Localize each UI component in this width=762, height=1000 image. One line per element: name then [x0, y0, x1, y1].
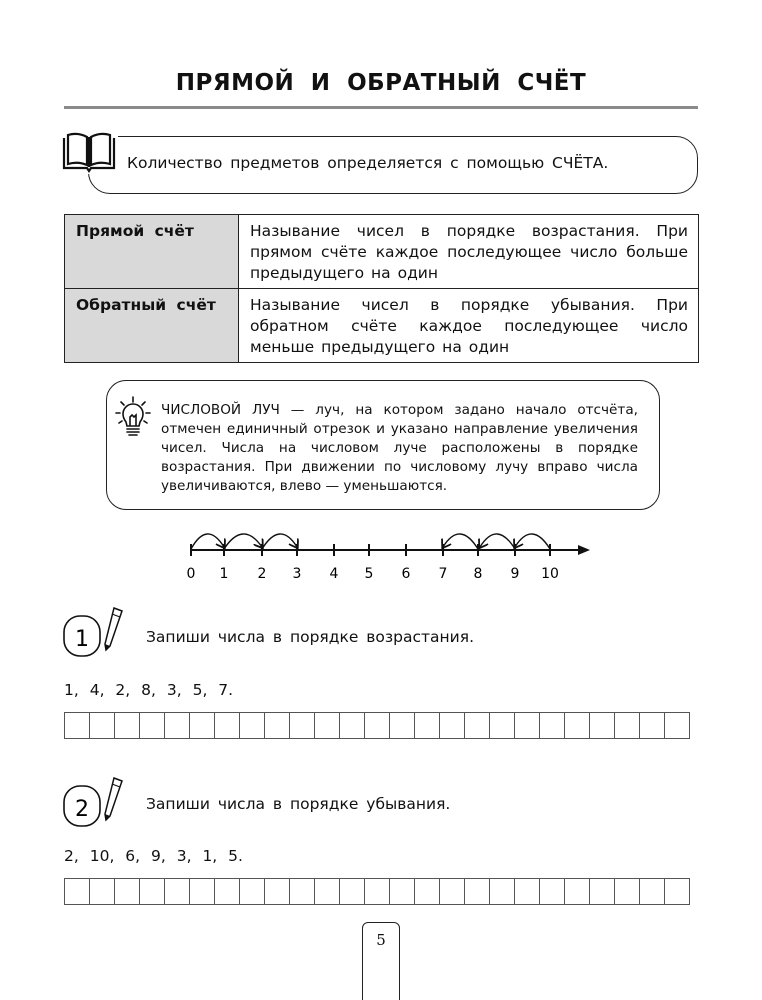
task-numbers: 2, 10, 6, 9, 3, 1, 5. — [64, 847, 243, 865]
number-line-label: 8 — [473, 566, 483, 582]
answer-cell[interactable] — [339, 712, 365, 739]
answer-cell[interactable] — [539, 712, 565, 739]
answer-cell[interactable] — [414, 878, 440, 905]
answer-cell[interactable] — [239, 878, 265, 905]
number-line-label: 9 — [510, 566, 520, 582]
info-text: ЧИСЛОВОЙ ЛУЧ — луч, на котором задано начало отсчёта, отмечен единичный отрезок и указано направление увеличения чисел. Числа на числовом луче расположены в порядке возрастания. При движении по числовому лучу вправо числа увеличиваются, влево — уменьшаются. — [161, 402, 638, 494]
number-line-label: 1 — [219, 566, 229, 582]
intro-text: Количество предметов определяется с помощью СЧЁТА. — [127, 154, 609, 172]
answer-cell[interactable] — [464, 878, 490, 905]
answer-cell[interactable] — [214, 878, 240, 905]
definition-term: Прямой счёт — [65, 215, 239, 289]
answer-cell[interactable] — [514, 878, 540, 905]
number-line-label: 10 — [541, 566, 559, 582]
answer-cell[interactable] — [164, 878, 190, 905]
answer-cell[interactable] — [214, 712, 240, 739]
answer-cell[interactable] — [639, 878, 665, 905]
answer-cell[interactable] — [614, 712, 640, 739]
answer-cell[interactable] — [264, 878, 290, 905]
answer-cell[interactable] — [439, 878, 465, 905]
answer-cell[interactable] — [664, 878, 690, 905]
answer-cell[interactable] — [289, 878, 315, 905]
number-line — [180, 520, 600, 585]
number-line-label: 2 — [257, 566, 267, 582]
answer-cell[interactable] — [189, 878, 215, 905]
task-number-badge — [62, 776, 128, 828]
answer-cell[interactable] — [264, 712, 290, 739]
definitions-table — [64, 214, 699, 363]
answer-grid[interactable] — [64, 712, 689, 739]
number-line-label: 4 — [329, 566, 339, 582]
answer-cell[interactable] — [339, 878, 365, 905]
pencil-icon — [105, 608, 122, 650]
answer-cell[interactable] — [64, 712, 90, 739]
answer-cell[interactable] — [614, 878, 640, 905]
task-number: 2 — [75, 797, 89, 822]
task-instruction: Запиши числа в порядке возрастания. — [146, 628, 475, 646]
answer-cell[interactable] — [114, 878, 140, 905]
number-line-label: 0 — [186, 566, 196, 582]
number-line-label: 3 — [292, 566, 302, 582]
page-number: 5 — [376, 931, 386, 949]
definition-row — [65, 289, 699, 363]
answer-cell[interactable] — [414, 712, 440, 739]
answer-cell[interactable] — [239, 712, 265, 739]
answer-cell[interactable] — [364, 878, 390, 905]
answer-cell[interactable] — [114, 712, 140, 739]
task-numbers: 1, 4, 2, 8, 3, 5, 7. — [64, 681, 234, 699]
page-title: ПРЯМОЙ И ОБРАТНЫЙ СЧЁТ — [175, 70, 587, 96]
answer-cell[interactable] — [139, 712, 165, 739]
answer-grid[interactable] — [64, 878, 689, 905]
task-instruction: Запиши числа в порядке убывания. — [146, 795, 451, 813]
answer-cell[interactable] — [64, 878, 90, 905]
answer-cell[interactable] — [564, 712, 590, 739]
answer-cell[interactable] — [364, 712, 390, 739]
answer-cell[interactable] — [89, 712, 115, 739]
answer-cell[interactable] — [314, 878, 340, 905]
answer-cell[interactable] — [289, 712, 315, 739]
definition-row — [65, 215, 699, 289]
answer-cell[interactable] — [164, 712, 190, 739]
answer-cell[interactable] — [489, 712, 515, 739]
definition-text: Называние чисел в порядке возрастания. При прямом счёте каждое последующее число больше предыдущего на один — [239, 215, 699, 289]
task-number: 1 — [75, 627, 89, 652]
answer-cell[interactable] — [464, 712, 490, 739]
definition-text: Называние чисел в порядке убывания. При обратном счёте каждое последующее число меньше предыдущего на один — [239, 289, 699, 363]
answer-cell[interactable] — [389, 878, 415, 905]
number-line-label: 7 — [438, 566, 448, 582]
number-line-label: 5 — [364, 566, 374, 582]
pencil-icon — [105, 778, 122, 820]
answer-cell[interactable] — [189, 712, 215, 739]
answer-cell[interactable] — [389, 712, 415, 739]
answer-cell[interactable] — [589, 878, 615, 905]
task-number-badge — [62, 606, 128, 658]
answer-cell[interactable] — [439, 712, 465, 739]
answer-cell[interactable] — [489, 878, 515, 905]
answer-cell[interactable] — [639, 712, 665, 739]
answer-cell[interactable] — [664, 712, 690, 739]
answer-cell[interactable] — [589, 712, 615, 739]
answer-cell[interactable] — [139, 878, 165, 905]
answer-cell[interactable] — [539, 878, 565, 905]
answer-cell[interactable] — [89, 878, 115, 905]
lightbulb-icon — [115, 395, 151, 439]
answer-cell[interactable] — [564, 878, 590, 905]
book-icon — [60, 130, 118, 174]
answer-cell[interactable] — [314, 712, 340, 739]
title-divider — [64, 106, 698, 109]
number-line-label: 6 — [401, 566, 411, 582]
definition-term: Обратный счёт — [65, 289, 239, 363]
answer-cell[interactable] — [514, 712, 540, 739]
